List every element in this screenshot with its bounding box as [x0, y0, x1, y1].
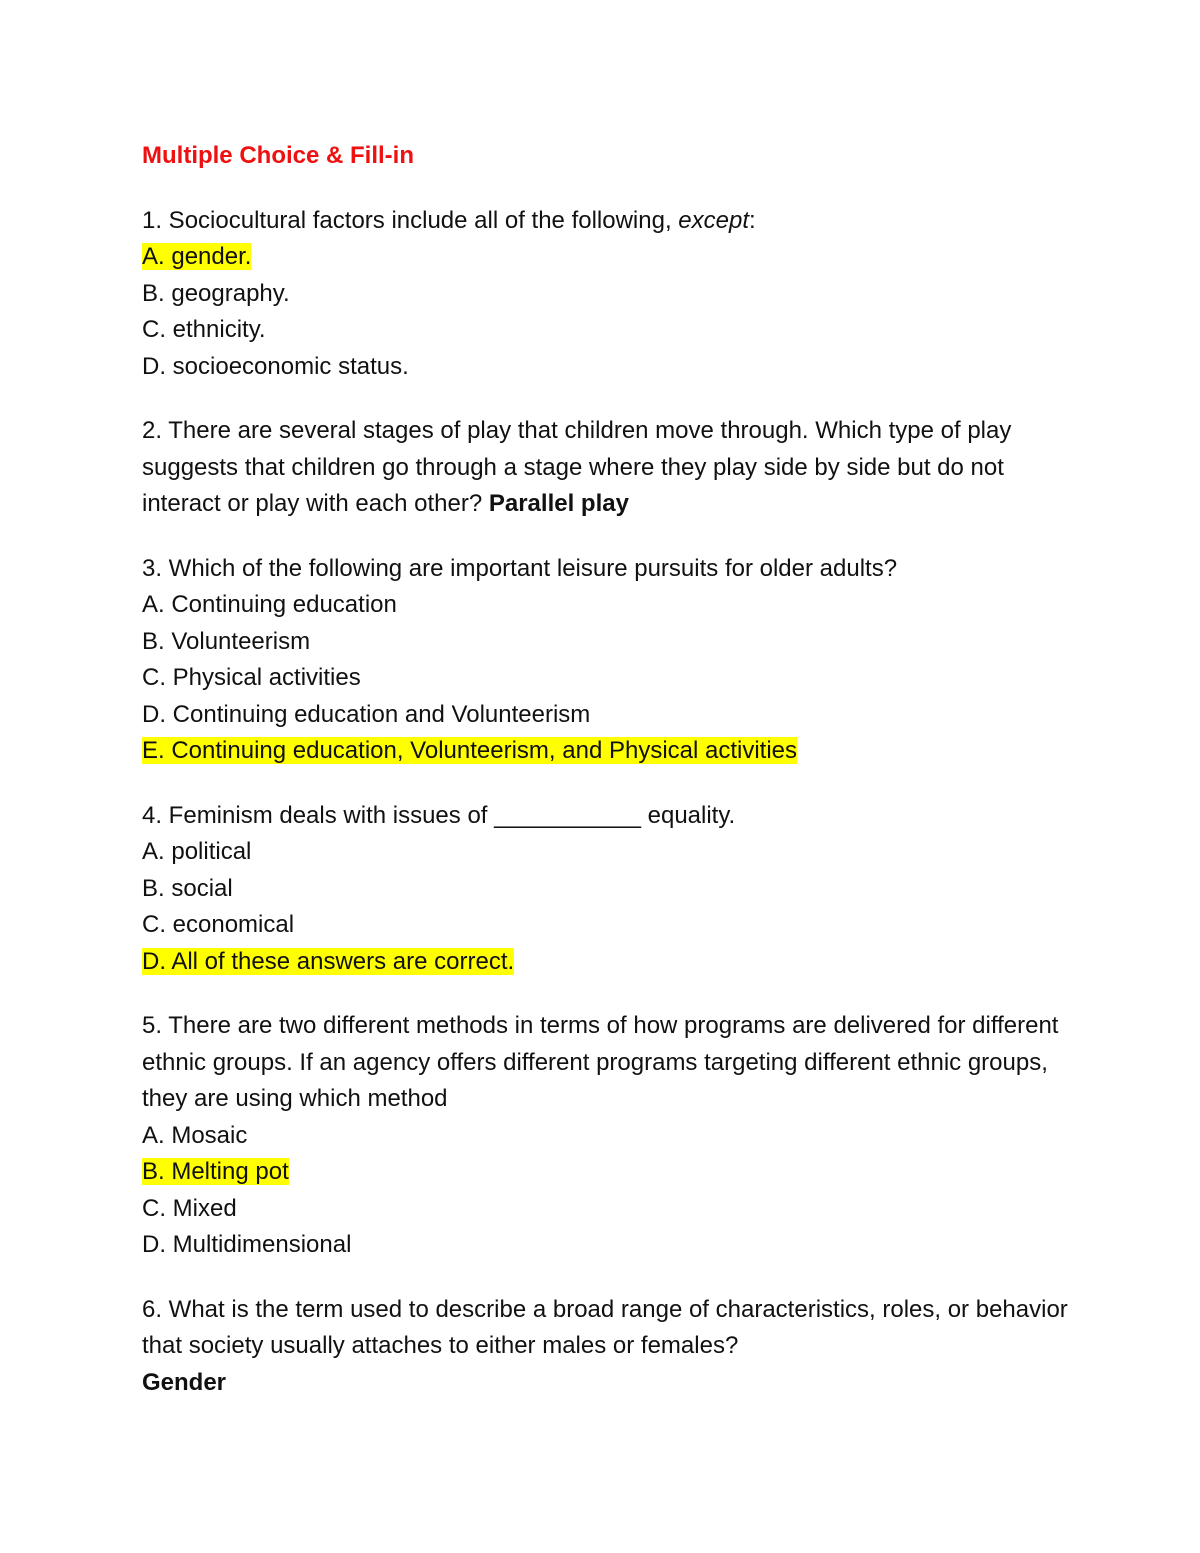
option: D. Continuing education and Volunteerism [142, 700, 591, 728]
option: C. Physical activities [142, 664, 361, 691]
option: B. geography. [142, 279, 290, 307]
option: C. ethnicity. [142, 316, 266, 343]
fill-in-answer: Gender [142, 1368, 227, 1396]
highlighted-answer: D. All of these answers are correct. [142, 947, 515, 975]
question-4 [142, 798, 1072, 981]
question-2 [142, 413, 1072, 523]
option: A. political [142, 838, 252, 865]
option [142, 1154, 1072, 1191]
option: A. Continuing education [142, 591, 397, 618]
option: D. socioeconomic status. [142, 352, 409, 380]
question-text: 3. Which of the following are important leisure pursuits for older adults? [142, 554, 898, 582]
question-5 [142, 1008, 1072, 1264]
fill-in-answer: Parallel play [488, 490, 629, 517]
question-text: 2. There are several stages of play that children move through. Which type of play suggests that children go through a stage where they play side by side but do not interact or play with each other? Parallel play [142, 417, 1012, 517]
option: A. Mosaic [142, 1121, 248, 1149]
option [142, 944, 1072, 981]
option: D. Multidimensional [142, 1231, 352, 1258]
document-title: Multiple Choice & Fill-in [142, 142, 414, 169]
question-1 [142, 203, 1072, 386]
document-page [142, 138, 1072, 1429]
question-3 [142, 551, 1072, 770]
question-text: 1. Sociocultural factors include all of the following, except: [142, 206, 756, 234]
question-text: 5. There are two different methods in terms of how programs are delivered for different ethnic groups. If an agency offers different programs targeting different ethnic groups, they are using which method [142, 1012, 1059, 1112]
highlighted-answer: E. Continuing education, Volunteerism, and Physical activities [142, 737, 798, 764]
question-text: 6. What is the term used to describe a broad range of characteristics, roles, or behavior that society usually attaches to either males or females? [142, 1295, 1068, 1359]
option: B. social [142, 874, 233, 902]
option: C. Mixed [142, 1194, 237, 1222]
emphasis-text: except [678, 206, 750, 234]
option: B. Volunteerism [142, 627, 311, 655]
question-6 [142, 1292, 1072, 1402]
option [142, 733, 1072, 770]
option [142, 239, 1072, 276]
highlighted-answer: A. gender. [142, 243, 252, 270]
highlighted-answer: B. Melting pot [142, 1158, 289, 1185]
option: C. economical [142, 911, 295, 938]
question-text: 4. Feminism deals with issues of ___________ equality. [142, 801, 736, 829]
